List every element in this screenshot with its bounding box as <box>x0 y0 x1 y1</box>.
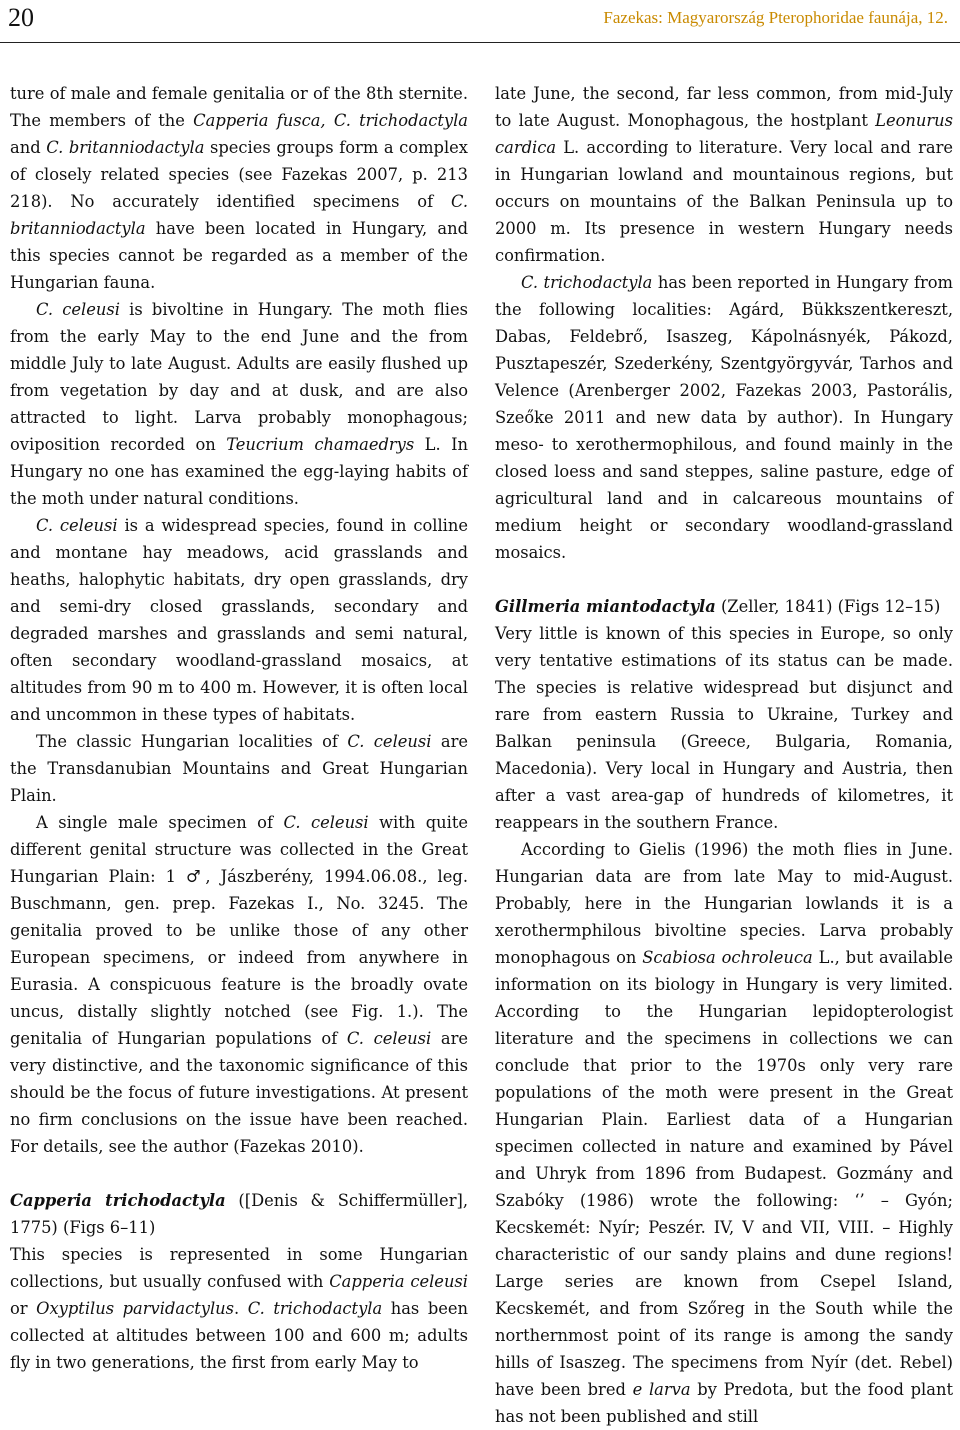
paragraph: C. trichodactyla has been reported in Hungary from the following localities: Agárd, Bükkszentkereszt, Dabas, Feldebrő, Isaszeg, Kápolnásnyék, Pákozd, Pusztapeszér, Szederkény, Szentgyörgyvár, Tarhos and Velence (Arenberger 2002, Fazekas 2003, Pastorális, Szeőke 2011 and new data by author). In Hungary meso- to xerothermophilous, and found mainly in the closed loess and sand steppes, saline pasture, edge of agricultural land and in calcareous mountains of medium height or secondary woodland-grassland mosaics. <box>495 273 953 562</box>
paragraph: The classic Hungarian localities of C. celeusi are the Transdanubian Mountains and Great Hungarian Plain. <box>10 732 468 805</box>
paragraph: Very little is known of this species in Europe, so only very tentative estimations of its status can be made. The species is relative widespread but disjunct and rare from eastern Russia to Ukraine, Turkey and Balkan peninsula (Greece, Bulgaria, Romania, Macedonia). Very local in Hungary and Austria, then after a vast area-gap of hundreds of kilometres, it reappears in the southern France. <box>495 624 953 832</box>
paragraph: late June, the second, far less common, from mid-July to late August. Monophagous, the hostplant Leonurus cardica L. according to literature. Very local and rare in Hungarian lowland and mountainous regions, but occurs on mountains of the Balkan Peninsula up to 2000 m. Its presence in western Hungary needs confirmation. <box>495 84 953 265</box>
left-column <box>10 80 468 1376</box>
right-column <box>495 80 953 1430</box>
paragraph: C. celeusi is bivoltine in Hungary. The moth flies from the early May to the end June and the from middle July to late August. Adults are easily flushed up from vegetation by day and at dusk, and are also attracted to light. Larva probably monophagous; oviposition recorded on Teucrium chamaedrys L. In Hungary no one has examined the egg-laying habits of the moth under natural conditions. <box>10 300 468 508</box>
spacer <box>10 1160 468 1187</box>
running-head: Fazekas: Magyarország Pterophoridae faunája, 12. <box>603 8 948 27</box>
paragraph: ture of male and female genitalia or of the 8th sternite. The members of the Capperia fusca, C. trichodactyla and C. britanniodactyla species groups form a complex of closely related species (see Fazekas 2007, p. 213 218). No accurately identified specimens of C. britanniodactyla have been located in Hungary, and this species cannot be regarded as a member of the Hungarian fauna. <box>10 84 468 292</box>
paragraph: A single male specimen of C. celeusi with quite different genital structure was collected in the Great Hungarian Plain: 1 ♂, Jászberény, 1994.06.08., leg. Buschmann, gen. prep. Fazekas I., No. 3245. The genitalia proved to be unlike those of any other European specimens, or indeed from anywhere in Eurasia. A conspicuous feature is the broadly ovate uncus, distally slightly notched (see Fig. 1.). The genitalia of Hungarian populations of C. celeusi are very distinctive, and the taxonomic significance of this should be the focus of future investigations. At present no firm conclusions on the issue have been reached. For details, see the author (Fazekas 2010). <box>10 813 468 1156</box>
page-header <box>0 0 960 46</box>
paragraph: C. celeusi is a widespread species, found in colline and montane hay meadows, acid grasslands and heaths, halophytic habitats, dry open grasslands, dry and semi-dry closed grasslands, secondary and degraded marshes and grasslands and semi natural, often secondary woodland-grassland mosaics, at altitudes from 90 m to 400 m. However, it is often local and uncommon in these types of habitats. <box>10 516 468 724</box>
paragraph: According to Gielis (1996) the moth flies in June. Hungarian data are from late May to mid-August. Probably, here in the Hungarian lowlands it is a xerothermphilous bivoltine species. Larva probably monophagous on Scabiosa ochroleuca L., but available information on its biology in Hungary is very limited. According to the Hungarian lepidopterologist literature and the specimens in collections we can conclude that prior to the 1970s only very rare populations of the moth were present in the Great Hungarian Plain. Earliest data of a Hungarian specimen collected in nature and examined by Pável and Uhryk from 1896 from Budapest. Gozmány and Szabóky (1986) wrote the following: ‘’ – Gyón; Kecskemét: Nyír; Peszér. IV, V and VII, VIII. – Highly characteristic of our sandy plains and dune regions! Large series are known from Csepel Island, Kecskemét, and from Szőreg in the South while the northernmost point of its range is among the sandy hills of Isaszeg. The specimens from Nyír (det. Rebel) have been bred e larva by Predota, but the food plant has not been published and still <box>495 840 953 1426</box>
spacer <box>495 566 953 593</box>
header-rule <box>0 42 960 43</box>
species-heading: Capperia trichodactyla ([Denis & Schiffermüller], 1775) (Figs 6–11) <box>10 1191 468 1237</box>
paragraph: This species is represented in some Hungarian collections, but usually confused with Capperia celeusi or Oxyptilus parvidactylus. C. trichodactyla has been collected at altitudes between 100 and 600 m; adults fly in two generations, the first from early May to <box>10 1245 469 1372</box>
page-number: 20 <box>8 3 34 32</box>
species-heading: Gillmeria miantodactyla (Zeller, 1841) (Figs 12–15) <box>495 597 941 616</box>
